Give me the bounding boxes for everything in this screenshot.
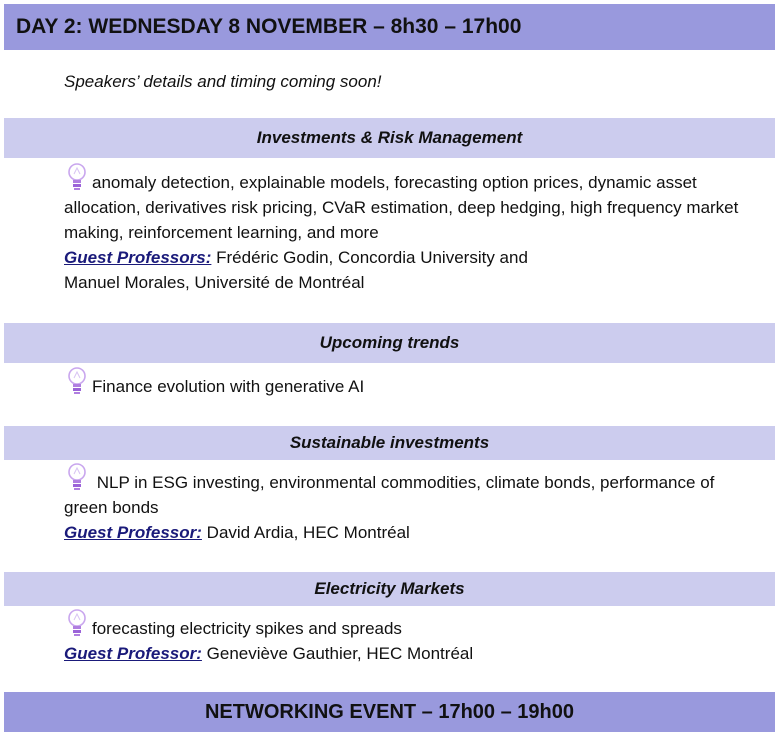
intro-note: Speakers’ details and timing coming soon! xyxy=(64,72,382,91)
guest-professors-link[interactable]: Guest Professors: xyxy=(64,248,212,267)
professor-names: David Ardia, HEC Montréal xyxy=(201,523,410,542)
day-header: DAY 2: WEDNESDAY 8 NOVEMBER – 8h30 – 17h00 xyxy=(4,4,775,50)
professor-names-line2: Manuel Morales, Université de Montréal xyxy=(64,273,365,292)
section-header-upcoming-trends: Upcoming trends xyxy=(4,323,775,363)
section-body-investments xyxy=(64,162,754,295)
lightbulb-icon xyxy=(66,462,88,492)
lightbulb-icon xyxy=(66,608,88,638)
lightbulb-icon xyxy=(66,366,88,396)
professor-names: Frédéric Godin, Concordia University and xyxy=(211,248,528,267)
professor-names: Geneviève Gauthier, HEC Montréal xyxy=(201,644,474,663)
topics-text: anomaly detection, explainable models, forecasting option prices, dynamic asset allocation, derivatives risk pricing, CVaR estimation, deep hedging, high frequency market making, reinforcement learning, and more xyxy=(64,173,739,242)
section-header-electricity: Electricity Markets xyxy=(4,572,775,606)
section-body-sustainable xyxy=(64,462,754,545)
lightbulb-icon xyxy=(66,162,88,192)
section-header-investments: Investments & Risk Management xyxy=(4,118,775,158)
section-header-sustainable: Sustainable investments xyxy=(4,426,775,460)
guest-professor-link[interactable]: Guest Professor: xyxy=(64,644,202,663)
section-body-electricity xyxy=(64,608,754,666)
guest-professor-link[interactable]: Guest Professor: xyxy=(64,523,202,542)
topics-text: Finance evolution with generative AI xyxy=(92,377,365,396)
networking-event-header: NETWORKING EVENT – 17h00 – 19h00 xyxy=(4,692,775,732)
section-body-upcoming-trends xyxy=(64,366,754,399)
topics-text: forecasting electricity spikes and spreads xyxy=(92,619,402,638)
topics-text: NLP in ESG investing, environmental commodities, climate bonds, performance of green bonds xyxy=(64,473,715,517)
